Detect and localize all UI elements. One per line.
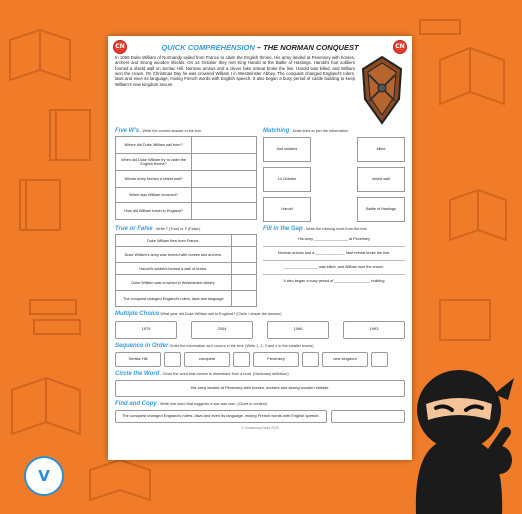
footer-copyright: © Vocabulary Ninja 2025 [241,425,279,430]
mc-option-1[interactable]: 1975 [115,321,177,339]
multiple-choice-heading: Multiple Choice What year did Duke William sail to England? (Circle / shade the answer) [115,311,282,318]
intro-section [115,55,405,125]
title-part1: QUICK COMPREHENSION [161,43,255,52]
tf-statement-5: The conquest changed England's rulers, laws and language [116,291,232,307]
five-ws-section [115,128,257,222]
vocabulary-ninja-logo: V [24,456,64,496]
find-copy-section [115,401,405,423]
gap-sentence-4[interactable]: It also began a busy period of _________________ building [283,279,385,284]
five-ws-q1: Where did Duke William sail from? [116,137,192,154]
five-ws-q5: How did William travel to England? [116,203,192,220]
five-ws-heading: Five W's - Write the correct answer in the box. [115,128,203,134]
sequence-heading: Sequence in Order Order the information as it occurs in the text. (Write 1, 2, 3 and 4 in the smaller boxes) [115,342,314,349]
fill-gap-heading: Fill in the Gap - Write the missing word from the text. [263,226,368,233]
worksheet [108,36,412,460]
worksheet-title [115,43,405,55]
find-copy-answer-box[interactable] [331,410,406,423]
five-ws-matching-row [115,128,405,222]
match-left-1[interactable]: foot soldiers [263,137,311,162]
match-left-2[interactable]: 14 October [263,167,311,192]
five-ws-q4: When was William crowned? [116,188,192,203]
seq-item-2: conquest [184,352,230,367]
five-ws-q2: When did Duke William try to claim the English throne? [116,154,192,171]
gap-sentence-2[interactable]: Norman arrows and a ______________ fake retreat broke the line. [263,247,405,261]
five-ws-table [115,136,257,220]
true-false-section [115,226,257,307]
seq-item-3: Pevensey [253,352,299,367]
tf-answer-5[interactable] [231,291,256,307]
mc-option-2[interactable]: 2004 [191,321,253,339]
seq-number-box-4[interactable] [371,352,388,367]
tf-statement-4: Duke William was crowned in Westminster Abbey. [116,275,232,291]
true-false-table [115,234,257,307]
cn-badge-right: CN [393,40,407,54]
five-ws-answer-3[interactable] [192,171,257,188]
match-right-3[interactable]: Battle of Hastings [357,197,405,222]
gap-sentence-1[interactable]: His army ________________ at Pevensey [263,233,405,247]
tf-answer-1[interactable] [231,235,256,247]
match-right-1[interactable]: killed [357,137,405,162]
circle-word-sentence[interactable]: His army landed at Pevensey with horses, archers and strong wooden shields. [115,380,405,397]
title-part2: – THE NORMAN CONQUEST [254,43,359,52]
find-copy-heading: Find and Copy - Write one word that suggests a war was won. (Clues in context) [115,400,267,407]
gap-sentence-3[interactable]: ________________ was killed, and William won the crown. [263,261,405,275]
circle-word-heading: Circle the Word - Circle the word that means to disembark from a boat. (Dictionary definition) [115,370,289,377]
tf-statement-2: Duke William's army was formed with horses and archers. [116,247,232,263]
intro-text: In 1066 Duke William of Normandy sailed from France to claim the English throne. His army landed at Pevensey with horses, archers and strong wooden shields. On 14 October they met King Harold at the Battle of Hastings. Harold's foot soldiers formed a shield wall on Senlac Hill. Norman arrows and a clever fake retreat broke the line. Harold was killed, and William won the crown. On Christmas Day he was crowned William I in Westminster Abbey. The conquest changed England's rulers, laws and even its language, mixing French words with English speech. It also began a busy period of castle building to keep William's new kingdom secure. [115,55,355,87]
match-left-3[interactable]: Harold [263,197,311,222]
matching-section [263,128,405,222]
cn-badge-left: CN [113,40,127,54]
circle-word-section [115,371,405,397]
tf-statement-1: Duke William flew from France. [116,235,232,247]
find-copy-sentence: The conquest changed England's rulers, laws and even its language, mixing French words with English speech. [115,410,327,423]
mc-option-4[interactable]: 1993 [343,321,405,339]
ninja-mascot-icon [396,348,522,514]
match-right-2[interactable]: shield wall [357,167,405,192]
mc-option-3[interactable]: 1066 [267,321,329,339]
seq-number-box-1[interactable] [164,352,181,367]
five-ws-answer-2[interactable] [192,154,257,171]
five-ws-answer-5[interactable] [192,203,257,220]
tf-gap-row [115,226,405,307]
five-ws-answer-4[interactable] [192,188,257,203]
tf-answer-2[interactable] [231,247,256,263]
tf-statement-3: Harold's soldiers formed a wall of bricks. [116,263,232,275]
seq-number-box-2[interactable] [233,352,250,367]
matching-heading: Matching - Draw lines to join the information. [263,128,349,134]
multiple-choice-section [115,311,405,338]
tf-answer-4[interactable] [231,275,256,291]
five-ws-answer-1[interactable] [192,137,257,154]
seq-item-1: Senlac Hill [115,352,161,367]
five-ws-q3: Whose army formed a shield wall? [116,171,192,188]
true-false-heading: True or False - Write T (True) or F (False). [115,226,201,233]
seq-item-4: new kingdom [322,352,368,367]
seq-number-box-3[interactable] [302,352,319,367]
shield-icon [359,55,405,125]
tf-answer-3[interactable] [231,263,256,275]
sequence-section [115,343,405,367]
fill-gap-section [263,226,405,307]
